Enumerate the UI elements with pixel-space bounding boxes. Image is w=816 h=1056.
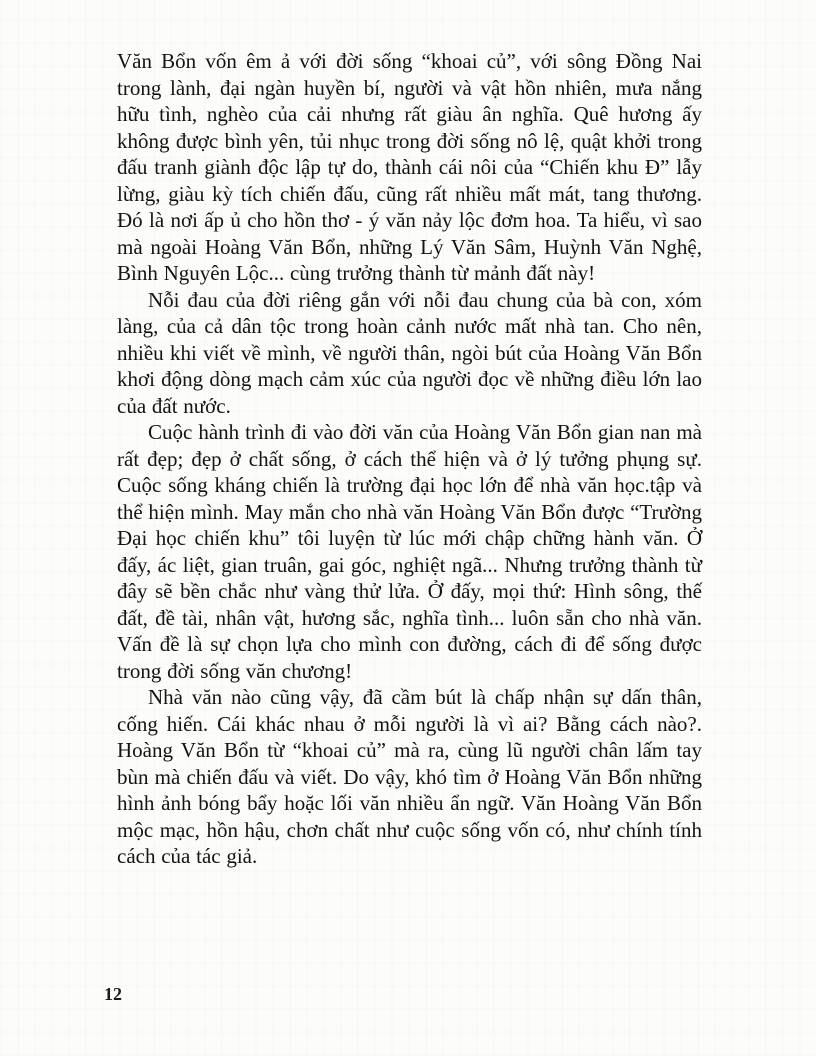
- paragraph: Nỗi đau của đời riêng gắn với nỗi đau chung của bà con, xóm làng, của cả dân tộc trong hoàn cảnh nước mất nhà tan. Cho nên, nhiều khi viết về mình, về người thân, ngòi bút của Hoàng Văn Bổn khơi động dòng mạch cảm xúc của người đọc về những điều lớn lao của đất nước.: [117, 287, 702, 418]
- body-text: [117, 48, 702, 870]
- paragraph: Cuộc hành trình đi vào đời văn của Hoàng Văn Bổn gian nan mà rất đẹp; đẹp ở chất sống, ở cách thể hiện và ở lý tưởng phụng sự. Cuộc sống kháng chiến là trường đại học lớn để nhà văn học.tập và thể hiện mình. May mắn cho nhà văn Hoàng Văn Bổn được “Trường Đại học chiến khu” tôi luyện từ lúc mới chập chững hành văn. Ở đấy, ác liệt, gian truân, gai góc, nghiệt ngã... Nhưng trưởng thành từ đây sẽ bền chắc như vàng thử lửa. Ở đấy, mọi thứ: Hình sông, thế đất, đề tài, nhân vật, hương sắc, nghĩa tình... luôn sẵn cho nhà văn. Vấn đề là sự chọn lựa cho mình con đường, cách đi để sống được trong đời sống văn chương!: [117, 420, 702, 683]
- paragraph-continuation: Văn Bổn vốn êm ả với đời sống “khoai củ”, với sông Đồng Nai trong lành, đại ngàn huyền bí, người và vật hồn nhiên, mưa nắng hữu tình, nghèo của cải nhưng rất giàu ân nghĩa. Quê hương ấy không được bình yên, tủi nhục trong đời sống nô lệ, quật khởi trong đấu tranh giành độc lập tự do, thành cái nôi của “Chiến khu Đ” lẫy lừng, giàu kỳ tích chiến đấu, cũng rất nhiều mất mát, tang thương. Đó là nơi ấp ủ cho hồn thơ - ý văn nảy lộc đơm hoa. Ta hiểu, vì sao mà ngoài Hoàng Văn Bổn, những Lý Văn Sâm, Huỳnh Văn Nghệ, Bình Nguyên Lộc... cùng trưởng thành từ mảnh đất này!: [117, 49, 702, 285]
- page-number-folio: 12: [104, 984, 122, 1004]
- paragraph: Nhà văn nào cũng vậy, đã cầm bút là chấp nhận sự dấn thân, cống hiến. Cái khác nhau ở mỗi người là vì ai? Bằng cách nào?. Hoàng Văn Bổn từ “khoai củ” mà ra, cùng lũ người chân lấm tay bùn mà chiến đấu và viết. Do vậy, khó tìm ở Hoàng Văn Bổn những hình ảnh bóng bẩy hoặc lối văn nhiều ẩn ngữ. Văn Hoàng Văn Bổn mộc mạc, hồn hậu, chơn chất như cuộc sống vốn có, như chính tính cách của tác giả.: [117, 685, 702, 868]
